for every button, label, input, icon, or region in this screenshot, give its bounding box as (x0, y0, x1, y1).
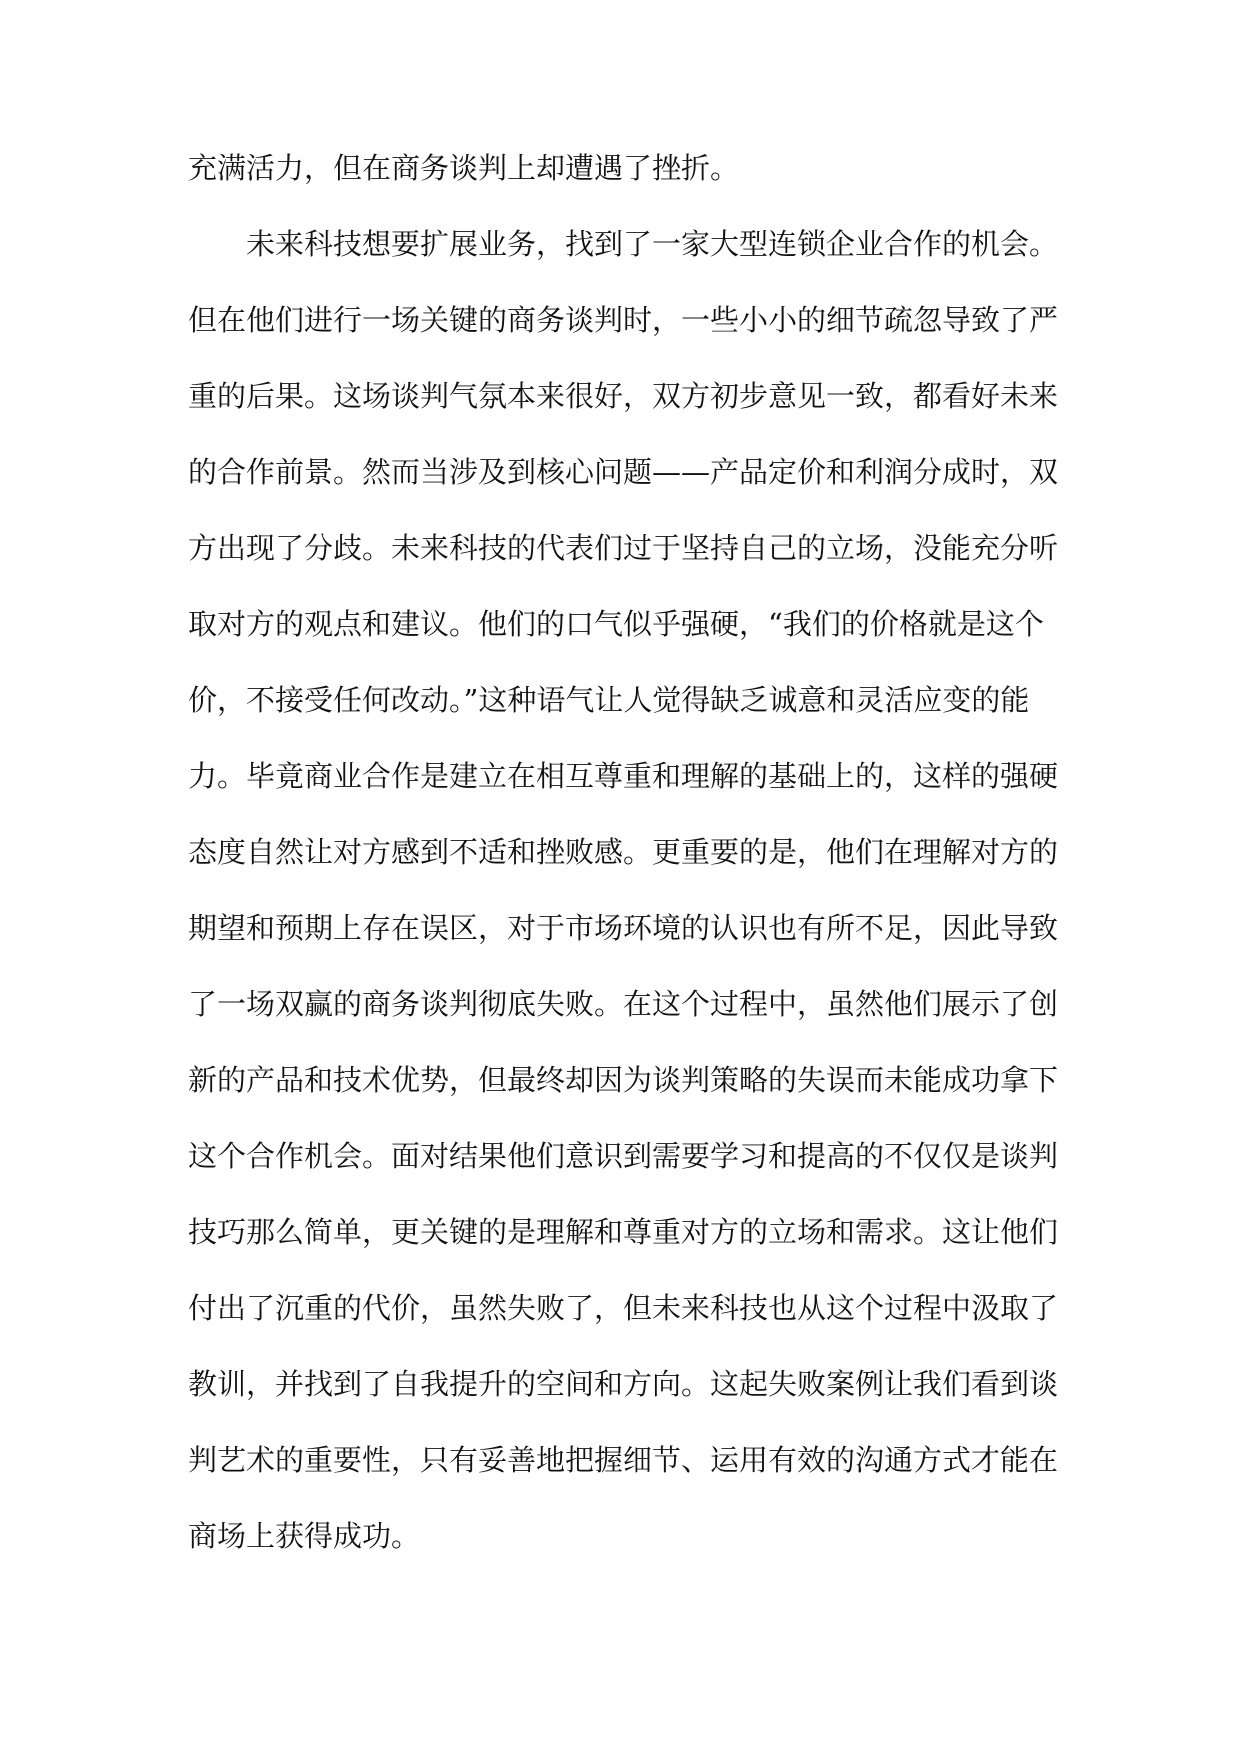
text-line: 取对方的观点和建议。他们的口气似乎强硬，“我们的价格就是这个 (188, 607, 1044, 641)
text-line: 付出了沉重的代价，虽然失败了，但未来科技也从这个过程中汲取了 (188, 1291, 1059, 1325)
text-line: 判艺术的重要性，只有妥善地把握细节、运用有效的沟通方式才能在 (188, 1443, 1059, 1477)
text-line: 商场上获得成功。 (188, 1519, 421, 1553)
text-line: 价，不接受任何改动。”这种语气让人觉得缺乏诚意和灵活应变的能 (188, 683, 1030, 717)
text-line: 态度自然让对方感到不适和挫败感。更重要的是，他们在理解对方的 (188, 835, 1059, 869)
text-line: 这个合作机会。面对结果他们意识到需要学习和提高的不仅仅是谈判 (188, 1139, 1059, 1173)
paragraph-first-line: 未来科技想要扩展业务，找到了一家大型连锁企业合作的机会。 (246, 227, 1059, 261)
text-line: 新的产品和技术优势，但最终却因为谈判策略的失误而未能成功拿下 (188, 1063, 1059, 1097)
body-text (188, 146, 1068, 1590)
text-line: 但在他们进行一场关键的商务谈判时，一些小小的细节疏忽导致了严 (188, 303, 1059, 337)
text-line: 期望和预期上存在误区，对于市场环境的认识也有所不足，因此导致 (188, 911, 1059, 945)
text-line: 方出现了分歧。未来科技的代表们过于坚持自己的立场，没能充分听 (188, 531, 1059, 565)
text-line: 充满活力，但在商务谈判上却遭遇了挫折。 (188, 151, 740, 185)
text-line: 力。毕竟商业合作是建立在相互尊重和理解的基础上的，这样的强硬 (188, 759, 1059, 793)
text-line: 的合作前景。然而当涉及到核心问题——产品定价和利润分成时，双 (188, 455, 1059, 489)
text-line: 重的后果。这场谈判气氛本来很好，双方初步意见一致，都看好未来 (188, 379, 1059, 413)
text-line: 了一场双赢的商务谈判彻底失败。在这个过程中，虽然他们展示了创 (188, 987, 1059, 1021)
text-line: 技巧那么简单，更关键的是理解和尊重对方的立场和需求。这让他们 (188, 1215, 1059, 1249)
text-line: 教训，并找到了自我提升的空间和方向。这起失败案例让我们看到谈 (188, 1367, 1059, 1401)
